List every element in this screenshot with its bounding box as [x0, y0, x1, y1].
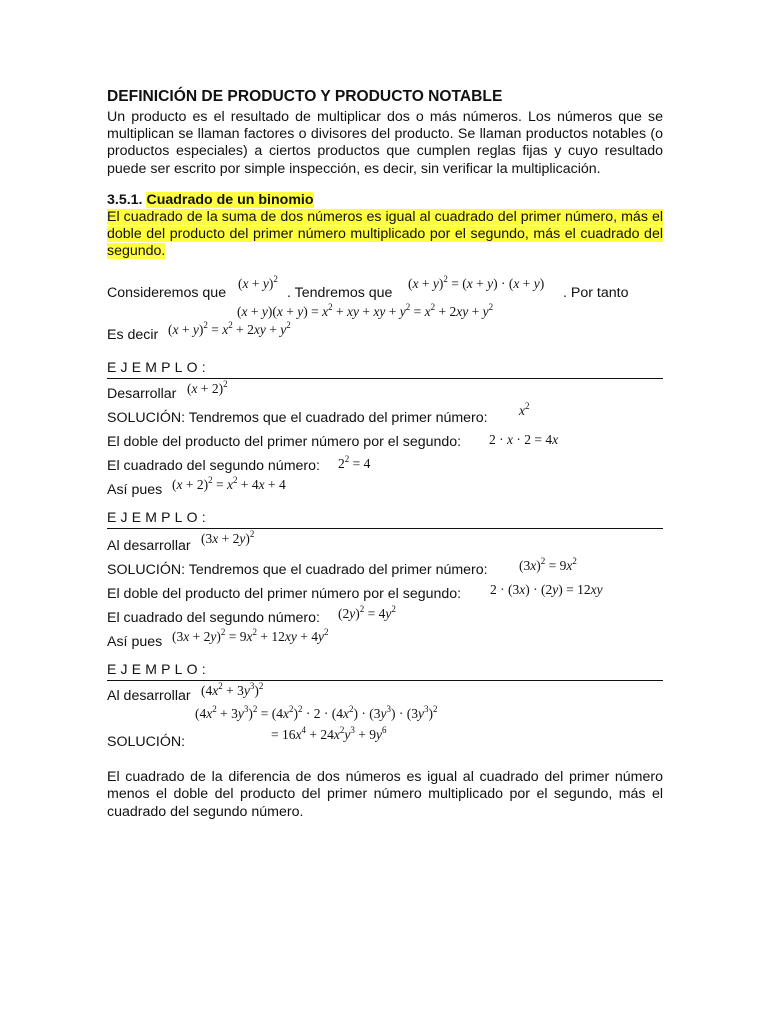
definition-highlight: El cuadrado de la suma de dos números es igual al cuadrado del primer número, más el doble del producto del primer número multiplicado por el segundo, más el cuadrado del segundo. — [107, 209, 663, 260]
example-1-result — [107, 475, 663, 499]
example-1-result-formula: $(x + 2)^2 = x^2 + 4x + 4$ — [172, 474, 286, 492]
example-3-result-formula: = $16x^4 + 24x^2y^3 + 9y^6$ — [271, 725, 387, 743]
example-3-develop — [107, 681, 663, 705]
example-1-first-square: $x^2$ — [519, 400, 530, 418]
example-1-double-value: 2 · x · 2 = 4x — [489, 431, 559, 447]
have-label: . Tendremos que — [287, 285, 393, 302]
second-label: El cuadrado del segundo número: — [107, 457, 320, 474]
document-page — [107, 88, 663, 821]
example-1-solution — [107, 400, 663, 427]
example-1-develop — [107, 379, 663, 403]
example-3-heading: EJEMPLO: — [107, 661, 663, 681]
formula-full-product: $(x + y)(x + y) = x^2$ + xy + xy + $y^2 = x^2 + 2xy + y^2$ — [237, 301, 494, 319]
derivation-row-2 — [107, 303, 663, 321]
consider-label: Consideremos que — [107, 285, 227, 302]
formula-identity: $(x + y)^2 = x^2 + 2xy + y^2$ — [168, 320, 291, 338]
therefore-label: . Por tanto — [563, 285, 629, 302]
double-label: El doble del producto del primer número por el segundo: — [107, 585, 462, 602]
result-label: Así pues — [107, 481, 163, 498]
solution-label: SOLUCIÓN: — [107, 734, 186, 751]
result-label: Así pues — [107, 633, 163, 650]
solution-label: SOLUCIÓN: Tendremos que el cuadrado del primer número: — [107, 561, 488, 578]
section-definition — [107, 209, 663, 261]
difference-paragraph: El cuadrado de la diferencia de dos números es igual al cuadrado del primer número menos el doble del producto del primer número multiplicado por el segundo, más el cuadrado del segundo número. — [107, 769, 663, 820]
example-1-double — [107, 427, 663, 451]
example-2-second-value: $(2y)^2 = 4y^2$ — [338, 603, 396, 621]
example-1-second — [107, 451, 663, 475]
example-1-second-value: $2^2 = 4$ — [338, 453, 371, 471]
example-2-develop — [107, 529, 663, 555]
intro-paragraph: Un producto es el resultado de multiplicar dos o más números. Los números que se multiplican se llaman factores o divisores del producto. Se llaman productos notables (o productos especiales) a ciertos productos que cumplen reglas fijas y cuyo resultado puede ser escrito por simple inspección, es decir, sin verificar la multiplicación. — [107, 109, 663, 177]
double-label: El doble del producto del primer número por el segundo: — [107, 433, 462, 450]
develop-label: Al desarrollar — [107, 537, 191, 554]
example-2-first-square: $(3x)^2 = 9x^2$ — [519, 555, 577, 573]
solution-label: SOLUCIÓN: Tendremos que el cuadrado del primer número: — [107, 409, 488, 426]
es-decir-row — [107, 321, 663, 345]
page-title: DEFINICIÓN DE PRODUCTO Y PRODUCTO NOTABLE — [107, 88, 503, 105]
example-1-heading: EJEMPLO: — [107, 359, 663, 379]
example-2-double-value: 2 · (3x) · (2y) = 12xy — [490, 581, 603, 597]
example-3-solution — [107, 727, 663, 751]
example-2-double — [107, 579, 663, 603]
derivation-row — [107, 273, 663, 303]
example-2-expression: $(3x + 2y)^2$ — [201, 528, 255, 546]
example-3-expression: $(4x^2 + 3y^3)^2$ — [201, 681, 264, 699]
section-number: 3.5.1. — [107, 191, 143, 208]
example-3-expansion: $(4x^2 + 3y^3)^2 = (4x^2)^2 \cdot 2 \cdot (4x^2) \cdot (3y^3) \cdot (3y^3)^2$ — [195, 704, 438, 722]
example-2-result — [107, 627, 663, 651]
example-3-expansion-row — [107, 705, 663, 727]
example-1-expression: $(x + 2)^2$ — [187, 378, 228, 396]
example-2-solution — [107, 555, 663, 579]
section-heading — [107, 192, 663, 209]
example-2-second — [107, 603, 663, 627]
second-label: El cuadrado del segundo número: — [107, 609, 320, 626]
formula-binomial: $(x + y)^2$ — [238, 274, 278, 292]
example-2-heading: EJEMPLO: — [107, 509, 663, 529]
formula-expansion: $(x + y)^2 = (x + y) \cdot (x + y)$ — [408, 274, 545, 292]
develop-label: Desarrollar — [107, 385, 177, 402]
section-title: Cuadrado de un binomio — [146, 191, 314, 208]
example-2-result-formula: $(3x + 2y)^2 = 9x^2 + 12xy + 4y^2$ — [172, 626, 329, 644]
develop-label: Al desarrollar — [107, 688, 191, 705]
es-decir-label: Es decir — [107, 327, 159, 344]
